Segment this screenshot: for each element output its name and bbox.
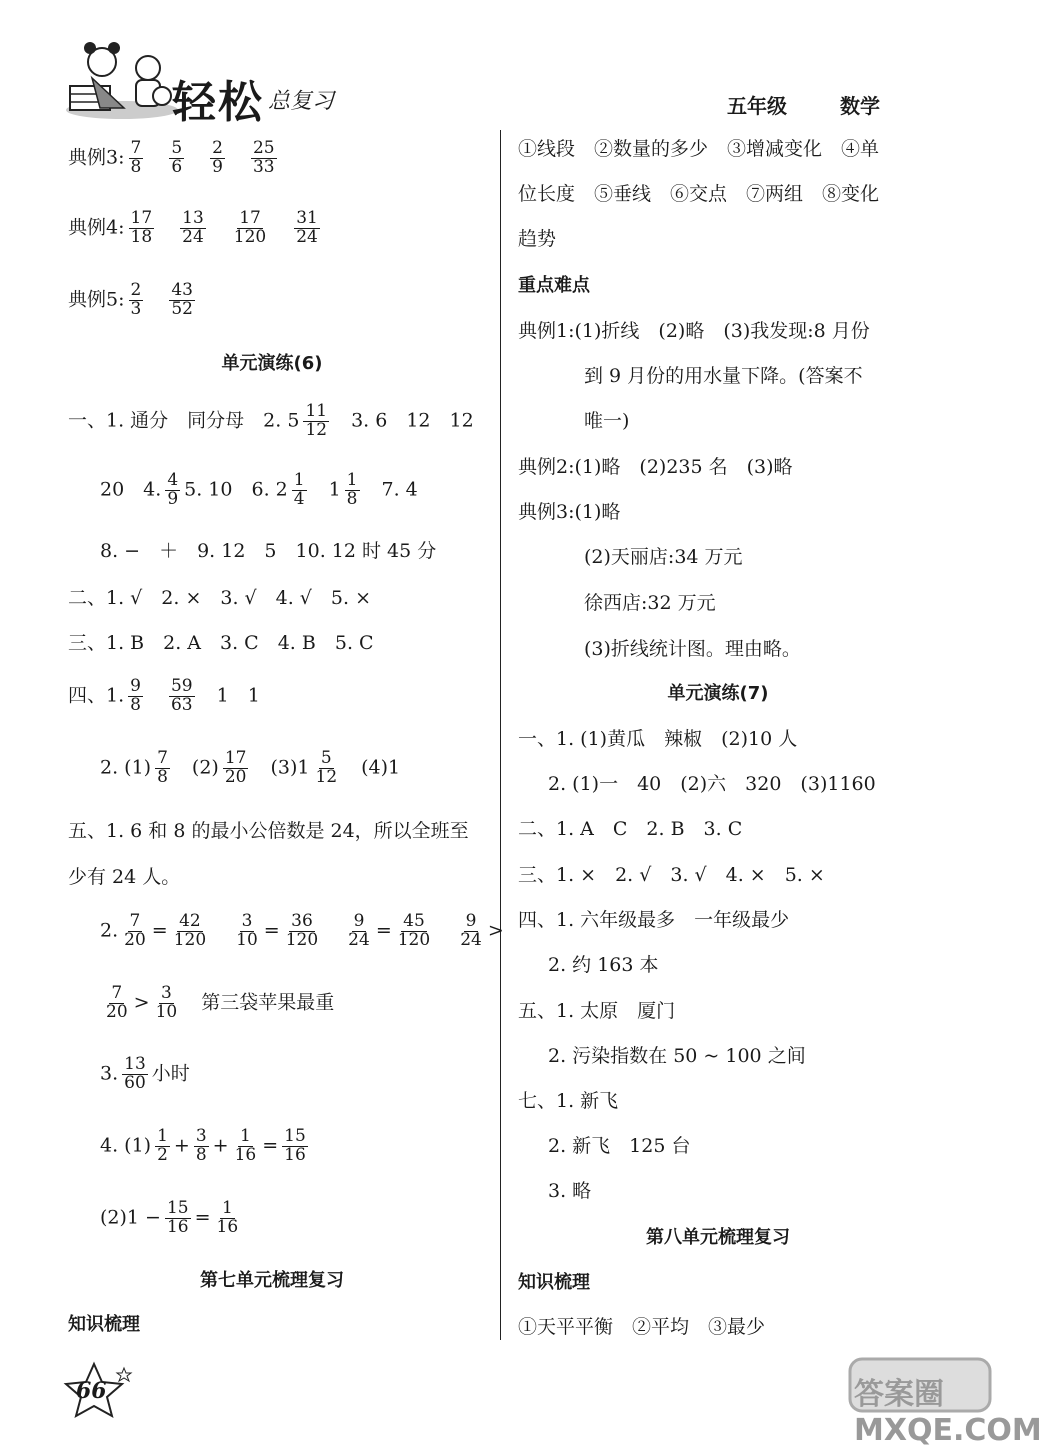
example-4: 典例4: $\frac{17}{18}$ $\frac{13}{24}$ $\frac{17}{120}$ $\frac{31}{24}$: [68, 208, 318, 247]
grade-label: 五年级: [727, 94, 787, 118]
q5-line-3: 3. $\frac{13}{60}$ 小时: [100, 1054, 190, 1093]
fraction: $\frac{3}{10}$: [155, 983, 178, 1022]
example-3-a: 典例3:(1)略: [518, 501, 621, 523]
fraction: $\frac{1}{2}$: [157, 1126, 168, 1165]
q3-line: 三、1. B 2. A 3. C 4. B 5. C: [68, 632, 374, 654]
fraction: $\frac{1}{16}$: [234, 1126, 257, 1165]
q1-line-d: 8. − ＋ 9. 12 5 10. 12 时 45 分: [100, 540, 437, 562]
q2-line: 二、1. √ 2. × 3. √ 4. √ 5. ×: [68, 587, 371, 609]
example-1-b: 到 9 月份的用水量下降。(答案不: [584, 365, 863, 387]
fraction: $\frac{13}{60}$: [124, 1054, 146, 1093]
u-line-6: 2. 约 163 本: [548, 954, 659, 976]
u-line-7: 五、1. 太原 厦门: [518, 1000, 676, 1022]
knowledge-line-1: ①线段 ②数量的多少 ③增减变化 ④单: [518, 138, 880, 160]
fraction: $\frac{15}{16}$: [166, 1198, 189, 1237]
fraction: $\frac{3}{10}$: [236, 911, 258, 950]
unit7-practice-title: 单元演练(7): [667, 683, 769, 704]
q5-line-1a: 五、1. 6 和 8 的最小公倍数是 24，所以全班至: [68, 820, 469, 842]
book-subtitle: 总复习: [268, 89, 335, 114]
fraction: $\frac{2}{9}$: [212, 138, 223, 177]
u-line-8: 2. 污染指数在 50 ~ 100 之间: [548, 1045, 806, 1067]
fraction: $\frac{7}{20}$: [124, 911, 146, 950]
watermark-text: 答案圈 MXQE.COM: [854, 1377, 1042, 1448]
u-line-5: 四、1. 六年级最多 一年级最少: [518, 909, 790, 931]
u-line-11: 3. 略: [548, 1180, 592, 1202]
example-1-c: 唯一): [584, 410, 630, 432]
fraction: $\frac{15}{16}$: [284, 1126, 306, 1165]
fraction: $\frac{1}{8}$: [346, 470, 358, 509]
knowledge-label-left: 知识梳理: [68, 1314, 140, 1335]
knowledge-line-last: ①天平平衡 ②平均 ③最少: [518, 1316, 766, 1338]
fraction: $\frac{9}{24}$: [348, 911, 370, 950]
u-line-9: 七、1. 新飞: [518, 1090, 619, 1112]
unit6-title: 单元演练(6): [221, 353, 323, 374]
fraction: $\frac{1}{16}$: [216, 1198, 239, 1237]
example-3-b: (2)天丽店:34 万元: [584, 546, 743, 568]
page-header: [0, 0, 1000, 130]
fraction: $\frac{5}{6}$: [171, 138, 183, 177]
q4-line-1: 四、1. $\frac{9}{8}$ $\frac{59}{63}$ 1 1: [68, 676, 260, 715]
key-points-label: 重点难点: [518, 275, 590, 296]
fraction: $\frac{25}{33}$: [252, 138, 275, 177]
fraction: $\frac{9}{8}$: [130, 676, 141, 715]
fraction: $\frac{9}{24}$: [460, 911, 482, 950]
q5-line-2b: $\frac{7}{20}$ > $\frac{3}{10}$ 第三袋苹果最重: [106, 983, 335, 1022]
u-line-1: 一、1. (1)黄瓜 辣椒 (2)10 人: [518, 728, 798, 750]
fraction: $\frac{43}{52}$: [171, 280, 193, 319]
subject-label: 数学: [840, 94, 880, 118]
reading-kids-icon: [62, 38, 182, 120]
example-3: 典例3: $\frac{7}{8}$ $\frac{5}{6}$ $\frac{2}{9}$ $\frac{25}{33}$: [68, 138, 275, 177]
fraction: $\frac{45}{120}$: [397, 911, 431, 950]
book-title: 轻松: [172, 77, 264, 128]
fraction: $\frac{11}{12}$: [305, 401, 328, 440]
q5-line-4: 4. (1) $\frac{1}{2}$ + $\frac{3}{8}$ + $\frac{1}{16}$ = $\frac{15}{16}$: [100, 1126, 306, 1165]
knowledge-label-right: 知识梳理: [518, 1272, 590, 1293]
fraction: $\frac{31}{24}$: [296, 208, 318, 247]
fraction: $\frac{2}{3}$: [130, 280, 142, 319]
example-3-d: (3)折线统计图。理由略。: [584, 638, 801, 660]
q5-line-2: 2. $\frac{7}{20}$ = $\frac{42}{120}$ $\frac{3}{10}$ = $\frac{36}{120}$ $\frac{9}{24}$ = $\frac{45}{120}$ $\frac{9}{24}$ >: [100, 911, 504, 950]
unit8-review-title: 第八单元梳理复习: [646, 1227, 790, 1248]
u-line-4: 三、1. × 2. √ 3. √ 4. × 5. ×: [518, 864, 825, 886]
fraction: $\frac{17}{20}$: [224, 748, 247, 787]
fraction: $\frac{7}{20}$: [106, 983, 128, 1022]
fraction: $\frac{3}{8}$: [195, 1126, 207, 1165]
example-1-a: 典例1:(1)折线 (2)略 (3)我发现:8 月份: [518, 320, 870, 342]
example-3-c: 徐西店:32 万元: [584, 592, 716, 614]
watermark: [840, 1345, 1042, 1448]
fraction: $\frac{36}{120}$: [285, 911, 319, 950]
fraction: $\frac{7}{8}$: [157, 748, 168, 787]
u-line-10: 2. 新飞 125 台: [548, 1135, 691, 1157]
fraction: $\frac{59}{63}$: [170, 676, 193, 715]
fraction: $\frac{17}{120}$: [233, 208, 267, 247]
fraction: $\frac{1}{4}$: [293, 470, 305, 509]
fraction: $\frac{42}{120}$: [173, 911, 207, 950]
unit7-review-title: 第七单元梳理复习: [200, 1270, 344, 1291]
q4-line-2: 2. (1) $\frac{7}{8}$ (2) $\frac{17}{20}$ (3)1 $\frac{5}{12}$ (4)1: [100, 748, 401, 787]
knowledge-line-2: 位长度 ⑤垂线 ⑥交点 ⑦两组 ⑧变化: [518, 183, 880, 205]
fraction: $\frac{17}{18}$: [130, 208, 153, 247]
fraction: $\frac{7}{8}$: [130, 138, 142, 177]
fraction: $\frac{4}{9}$: [167, 470, 179, 509]
q5-line-4b: (2)1 − $\frac{15}{16}$ = $\frac{1}{16}$: [100, 1198, 239, 1237]
u-line-2: 2. (1)一 40 (2)六 320 (3)1160: [548, 773, 876, 795]
q5-line-1b: 少有 24 人。: [68, 866, 181, 888]
example-5: 典例5: $\frac{2}{3}$ $\frac{43}{52}$: [68, 280, 193, 319]
page-number: 66: [76, 1378, 107, 1404]
u-line-3: 二、1. A C 2. B 3. C: [518, 818, 743, 840]
fraction: $\frac{13}{24}$: [182, 208, 204, 247]
page-number-badge: [64, 1360, 134, 1420]
example-2: 典例2:(1)略 (2)235 名 (3)略: [518, 456, 793, 478]
fraction: $\frac{5}{12}$: [315, 748, 338, 787]
knowledge-line-3: 趋势: [518, 228, 557, 250]
q1-line-a: 一、1. 通分 同分母 2. 5 $\frac{11}{12}$ 3. 6 12 12: [68, 401, 474, 440]
column-divider: [500, 130, 501, 1340]
q1-line-c: 20 4. $\frac{4}{9}$ 5. 10 6. 2 $\frac{1}{4}$ 1 $\frac{1}{8}$ 7. 4: [100, 470, 418, 509]
